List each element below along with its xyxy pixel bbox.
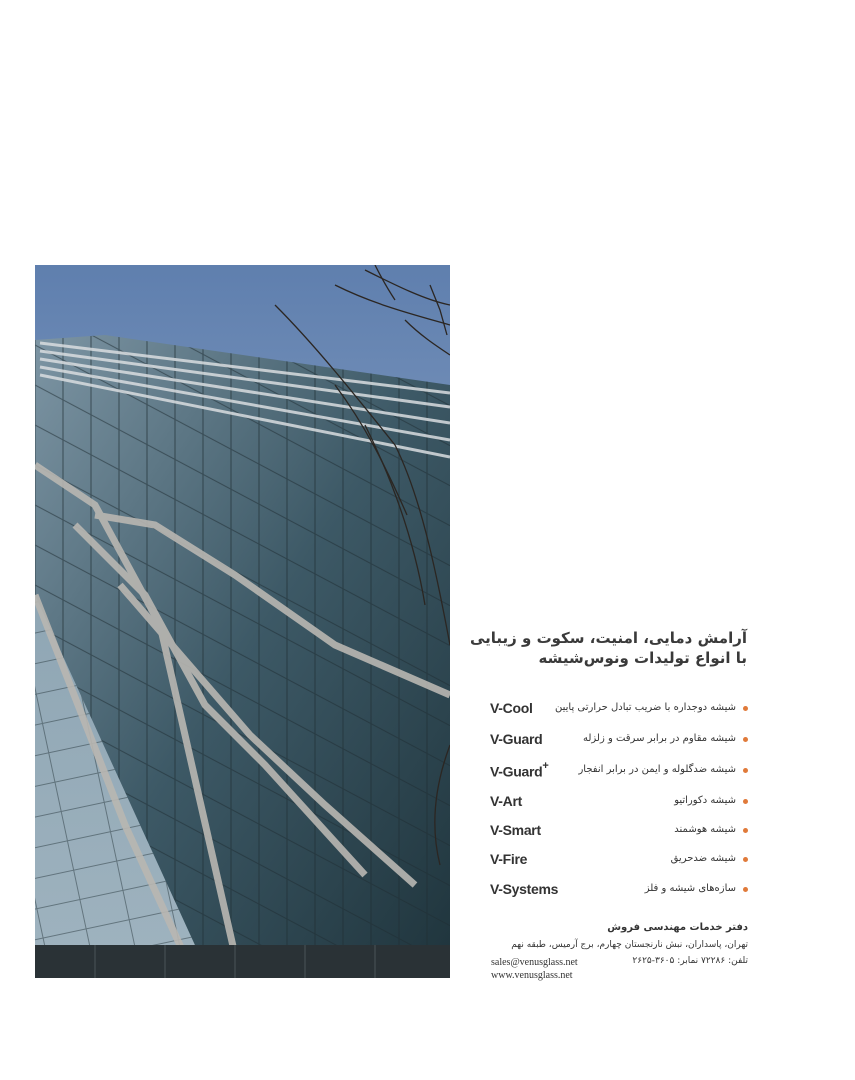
- headline-line-2: با انواع تولیدات ونوس‌شیشه: [538, 649, 747, 667]
- product-row: [490, 822, 748, 844]
- bullet-icon: [743, 828, 748, 833]
- product-name: V-Cool: [490, 700, 533, 716]
- bullet-icon: [743, 799, 748, 804]
- product-description: شیشه هوشمند: [674, 824, 736, 835]
- product-name: V-Smart: [490, 822, 541, 838]
- product-description: شیشه دکوراتیو: [674, 795, 736, 806]
- sales-office-title: دفتر خدمات مهندسی فروش: [607, 922, 748, 933]
- product-row: [490, 851, 748, 873]
- headline-line-1: آرامش دمایی، امنیت، سکوت و زیبایی: [469, 629, 747, 647]
- product-name-text: V-Guard: [490, 763, 543, 780]
- bullet-icon: [743, 887, 748, 892]
- bullet-icon: [743, 857, 748, 862]
- website-link[interactable]: www.venusglass.net: [491, 970, 573, 981]
- product-name: V-Art: [490, 793, 522, 809]
- product-row: [490, 700, 748, 722]
- product-description: شیشه دوجداره با ضریب تبادل حرارتی پایین: [555, 702, 736, 713]
- product-row: [490, 793, 748, 815]
- product-description: شیشه مقاوم در برابر سرقت و زلزله: [582, 733, 736, 744]
- product-name: V-Systems: [490, 881, 559, 897]
- bullet-icon: [743, 768, 748, 773]
- sales-email-link[interactable]: sales@venusglass.net: [491, 957, 578, 968]
- product-row: [490, 731, 748, 753]
- product-name: V-Guard: [490, 731, 543, 747]
- office-phone-fax: تلفن: ۷۲۲۸۶ نمابر: ۳۶۰۵-۲۶۲۵: [632, 956, 748, 966]
- product-name: [490, 762, 548, 780]
- product-name: V-Fire: [490, 851, 528, 867]
- product-row: [490, 762, 748, 784]
- product-description: سازه‌های شیشه و فلز: [644, 883, 736, 894]
- headline: [469, 628, 747, 668]
- product-description: شیشه ضدحریق: [670, 853, 736, 864]
- building-glass-facade-photo: [35, 265, 450, 978]
- product-row: [490, 881, 748, 903]
- bullet-icon: [743, 737, 748, 742]
- product-description: شیشه ضدگلوله و ایمن در برابر انفجار: [578, 764, 736, 775]
- product-name-superscript: +: [542, 760, 549, 772]
- bullet-icon: [743, 706, 748, 711]
- office-address: تهران، پاسداران، نبش نارنجستان چهارم، برج آرمیس، طبقه نهم: [511, 940, 748, 950]
